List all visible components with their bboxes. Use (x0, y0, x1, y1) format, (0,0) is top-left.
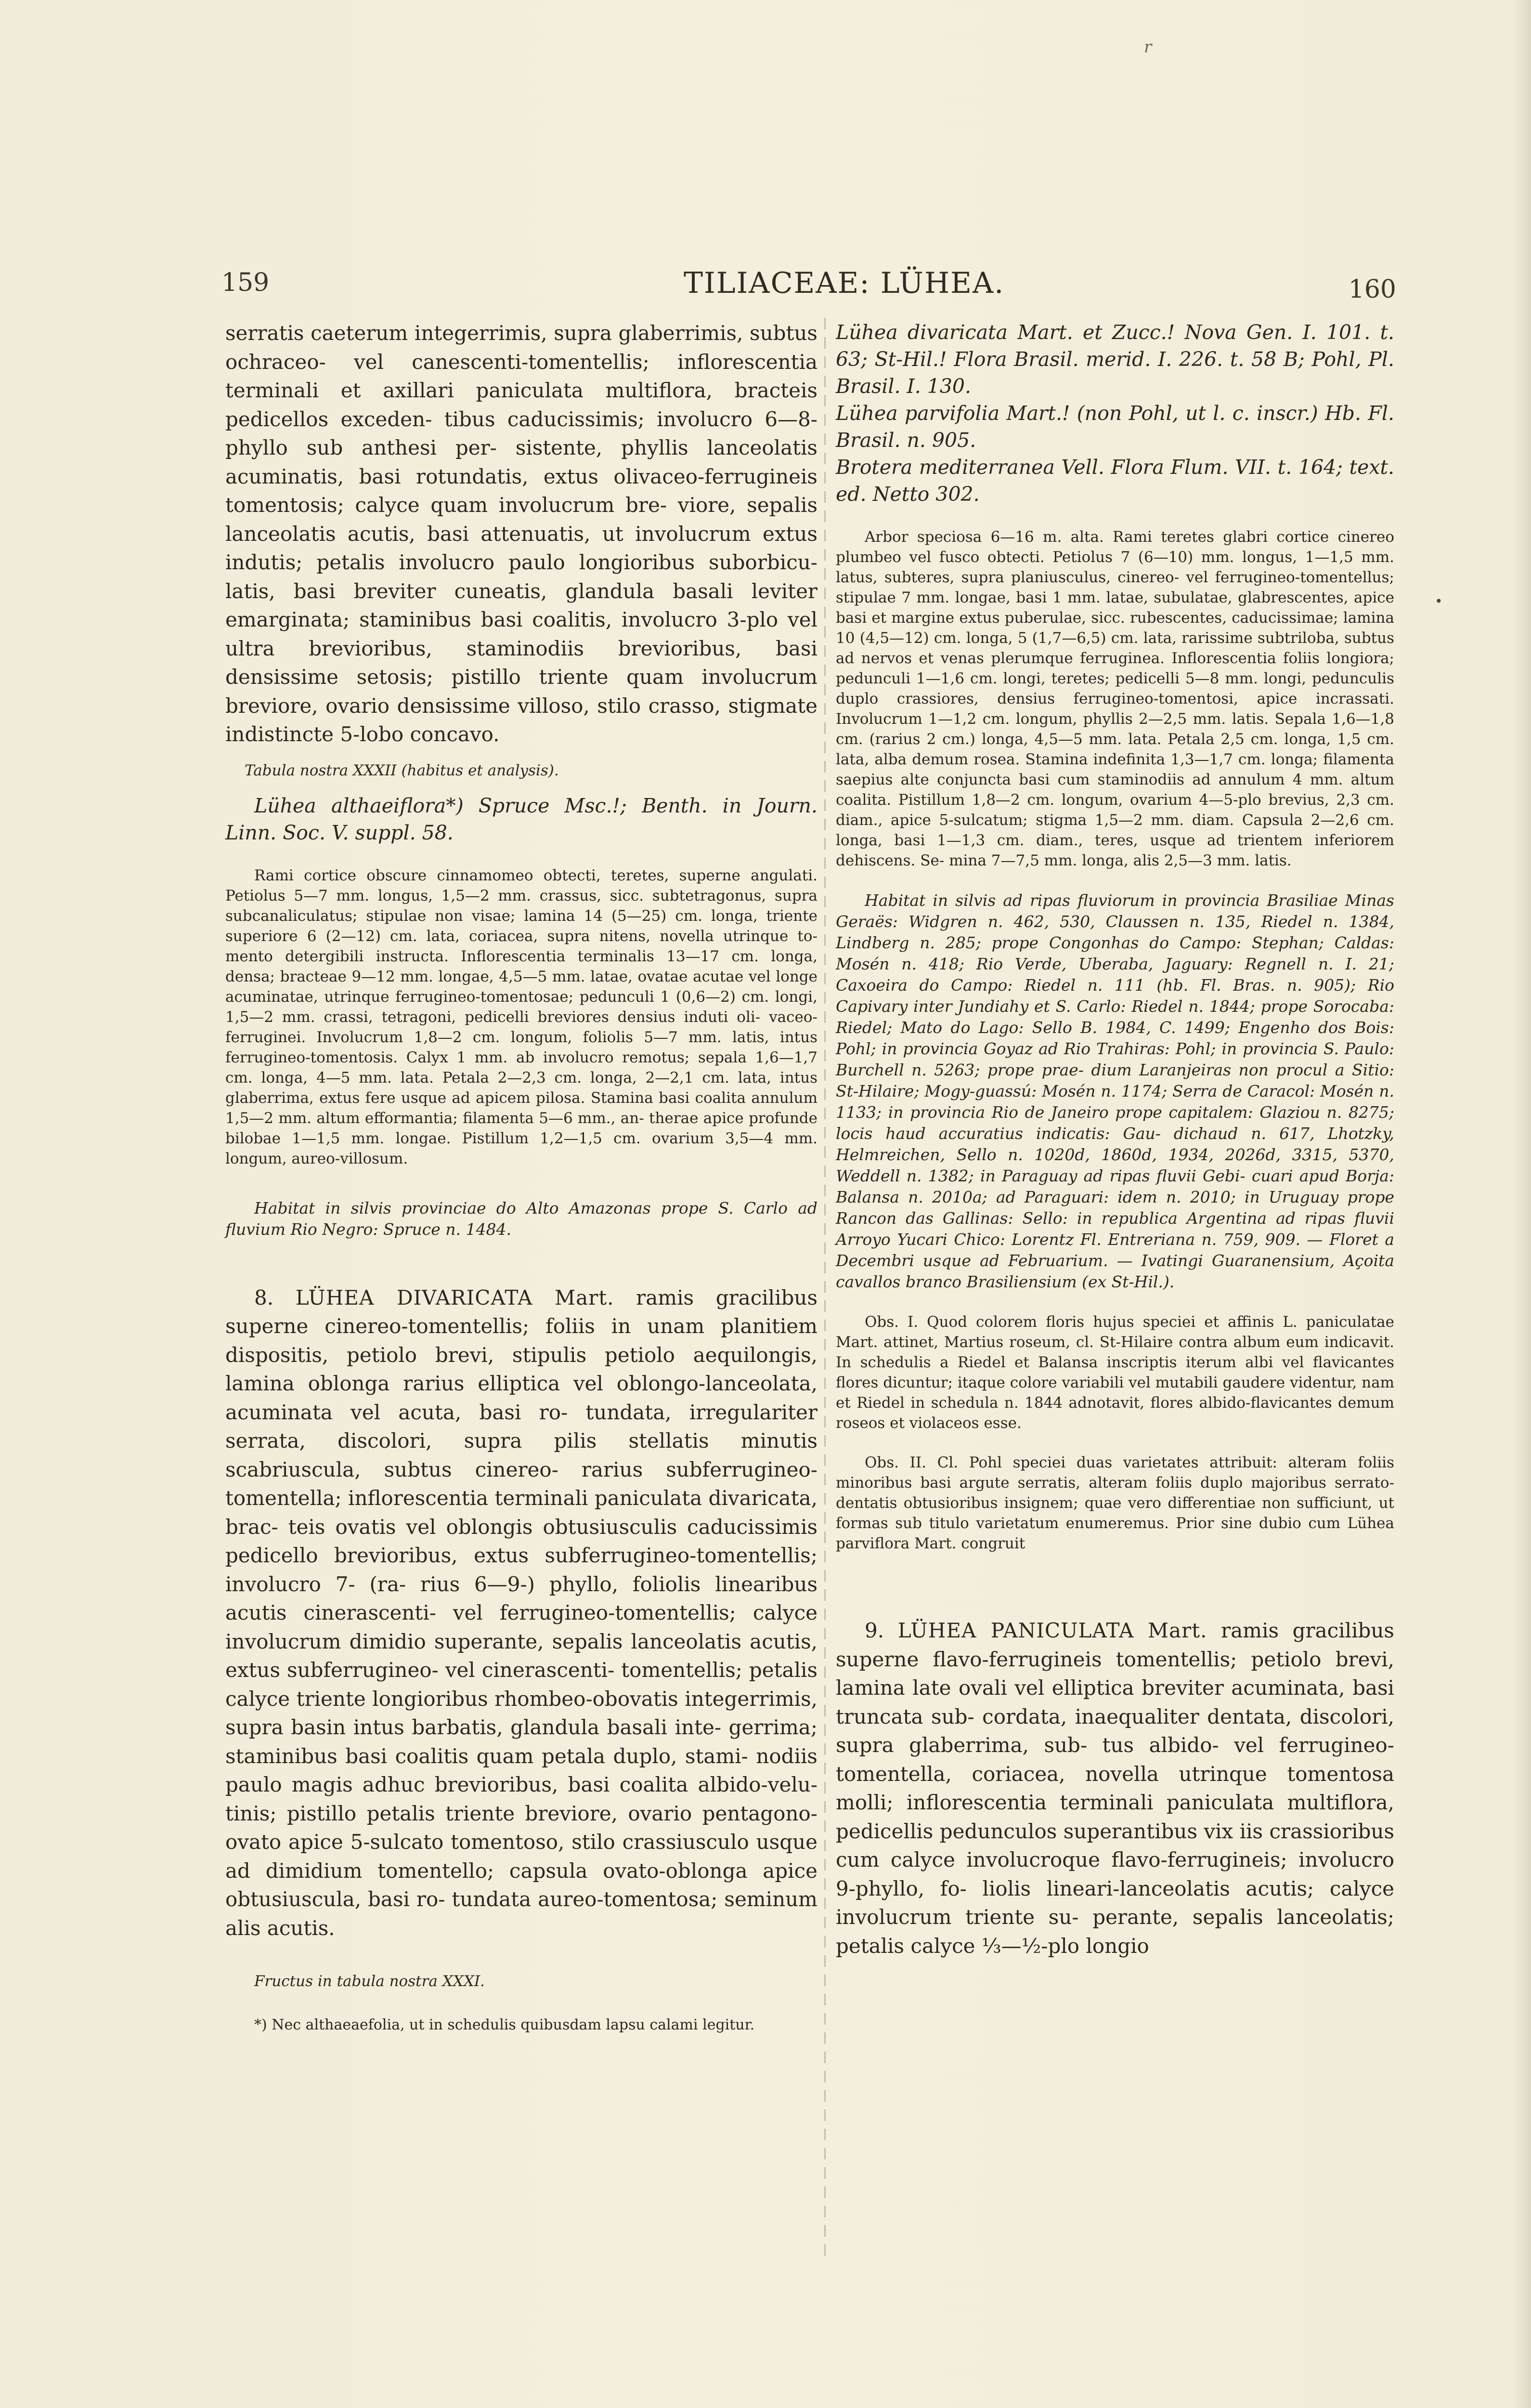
species-8-number: 8. (254, 1285, 274, 1309)
species-9-diagnosis: ramis gracilibus superne flavo-ferrugineis tomentellis; petiolo brevi, lamina late ovali vel elliptica breviter acuminata, basi truncata sub- cordata, inaequaliter dentata, discolori, supra glaberrima, sub- tus albido- vel ferrugineo-tomentella, coriacea, novella utrinque tomentosa molli; inflorescentia terminali paniculata multiflora, pedicellis pedunculos superantibus vix iis crassioribus cum calyce involucroque flavo-ferrugineis; involucro 9-phyllo, fo- liolis lineari-lanceolatis acutis; calyce involucrum triente su- perante, sepalis lanceolatis; petalis calyce ⅓—½-plo longio (836, 1619, 1394, 1958)
pencil-mark: r (1144, 38, 1152, 57)
description-continued: serratis caeterum integerrimis, supra glaberrimis, subtus ochraceo- vel canescenti-tomentellis; inflorescentia terminali et axillari paniculata multiflora, bracteis pedicellos exceden- tibus caducissimis; involucro 6—8-phyllo sub anthesi per- sistente, phyllis lanceolatis acuminatis, basi rotundatis, extus olivaceo-ferrugineis tomentosis; calyce quam involucrum bre- viore, sepalis lanceolatis acutis, basi attenuatis, ut involucrum extus indutis; petalis involucro paulo longioribus suborbicu- latis, basi breviter cuneatis, glandula basali leviter emarginata; staminibus basi coalitis, involucro 3-plo vel ultra brevioribus, staminodiis brevioribus, basi densissime setosis; pistillo triente quam involucrum breviore, ovario densissime villoso, stilo crasso, stigmate indistincte 5-lobo concavo. (225, 321, 817, 746)
synonym-2: Lühea parvifolia Mart.! (non Pohl, ut l. c. inscr.) Hb. Fl. Brasil. n. 905. (836, 402, 1394, 452)
page-edge-shadow (1512, 0, 1531, 2408)
species-8-author: Mart. (555, 1285, 614, 1309)
footnote: *) Nec althaeaefolia, ut in schedulis quibusdam lapsu calami legitur. (254, 2016, 755, 2033)
species-9-entry (836, 1616, 1394, 1960)
observation-2: Obs. II. Cl. Pohl speciei duas varietates attribuit: alteram foliis minoribus basi argute serratis, alteram foliis duplo majoribus serrato- dentatis obtusioribus insignem; quae vero differentiae non sufficiunt, ut formas sub titulo varietatum enumeremus. Prior sine dubio cum Lühea parviflora Mart. congruit (836, 1454, 1394, 1552)
habitat-list: Habitat in silvis ad ripas fluviorum in provincia Brasiliae Minas Geraës: Widgren n. 462, 530, Claussen n. 135, Riedel n. 1384, Lindberg n. 285; prope Congonhas do Campo: Stephan; Caldas: Mosén n. 418; Rio Verde, Uberaba, Jaguary: Regnell n. I. 21; Caxoeira do Campo: Riedel n. 111 (hb. Fl. Bras. n. 905); Rio Capivary inter Jundiahy et S. Carlo: Riedel n. 1844; prope Sorocaba: Riedel; Mato do Lago: Sello B. 1984, C. 1499; Engenho dos Bois: Pohl; in provincia Goyaz ad Rio Trahiras: Pohl; in provincia S. Paulo: Burchell n. 5263; prope prae- dium Laranjeiras non procul a Sitio: St-Hilaire; Mogy-guassú: Mosén n. 1174; Serra de Caracol: Mosén n. 1133; in provincia Rio de Janeiro prope capitalem: Glaziou n. 8275; locis haud accuratius indicatis: Gau- dichaud n. 617, Lhotzky, Helmreichen, Sello n. 1020d, 1860d, 1934, 2026d, 3315, 5370, Weddell n. 1382; in Paraguay ad ripas fluvii Gebi- cuari apud Borja: Balansa n. 2010a; ad Paraguari: idem n. 2010; in Uruguay prope Rancon das Gallinas: Sello: in republica Argentina ad ripas fluvii Arroyo Yucari Chico: Lorentz Fl. Entreriana n. 759, 909. — Floret a Decembri usque ad Februarium. — Ivatingi Guaranensium, Açoita cavallos branco Brasiliensium (ex St-Hil.). (836, 891, 1394, 1291)
running-title: TILIACEAE: LÜHEA. (684, 266, 1005, 300)
synonym-1: Lühea divaricata Mart. et Zucc.! Nova Gen. I. 101. t. 63; St-Hil.! Flora Brasil. merid. I. 226. t. 58 B; Pohl, Pl. Brasil. I. 130. (836, 321, 1394, 398)
page-number-left: 159 (221, 268, 270, 297)
plate-reference: Tabula nostra XXXII (habitus et analysis). (245, 761, 559, 779)
species-9-name: LÜHEA PANICULATA (897, 1619, 1134, 1642)
running-header (221, 262, 1396, 306)
species-8-entry (225, 1283, 817, 1943)
page-number-right: 160 (1348, 275, 1396, 304)
synonym-citation: Lühea althaeiflora*) Spruce Msc.!; Benth. in Journ. Linn. Soc. V. suppl. 58. (225, 794, 817, 844)
habitat-note: Habitat in silvis provinciae do Alto Amazonas prope S. Carlo ad fluvium Rio Negro: Spruce n. 1484. (225, 1198, 817, 1239)
detailed-description-right: Arbor speciosa 6—16 m. alta. Rami teretes glabri cortice cinereo plumbeo vel fusco obtecti. Petiolus 7 (6—10) mm. longus, 1—1,5 mm. latus, subteres, supra planiusculus, cinereo- vel ferrugineo-tomentellus; stipulae 7 mm. longae, basi 1 mm. latae, subulatae, glabrescentes, apice basi et margine extus puberulae, sicc. rubescentes, caducissimae; lamina 10 (4,5—12) cm. longa, 5 (1,7—6,5) cm. lata, rarissime subtriloba, subtus ad nervos et venas plerumque ferruginea. Inflorescentia foliis longiora; pedunculi 1—1,6 cm. longi, teretes; pedicelli 5—8 mm. longi, pedunculis duplo crassiores, densius ferrugineo-tomentosi, apice incrassati. Involucrum 1—1,2 cm. longum, phyllis 2—2,5 mm. latis. Sepala 1,6—1,8 cm. (rarius 2 cm.) longa, 4,5—5 mm. lata. Petala 2,5 cm. longa, 1,5 cm. lata, alba demum rosea. Stamina indefinita 1,3—1,7 cm. longa; filamenta saepius alte conjuncta basi cum staminodiis ad annulum 4 mm. altum coalita. Pistillum 1,8—2 cm. longum, ovarium 4—5-plo brevius, 2,3 cm. diam., apice 5-sulcatum; stigma 1,5—2 mm. diam. Capsula 2—2,6 cm. longa, basi 1—1,3 cm. diam., teres, usque ad trientem inferiorem dehiscens. Se- mina 7—7,5 mm. longa, alis 2,5—3 mm. latis. (836, 528, 1394, 869)
species-9-author: Mart. (1148, 1619, 1207, 1642)
synonym-3: Brotera mediterranea Vell. Flora Flum. VII. t. 164; text. ed. Netto 302. (836, 456, 1394, 506)
right-column (836, 319, 1394, 1960)
column-divider (824, 318, 826, 2259)
species-8-diagnosis: ramis gracilibus superne cinereo-tomentellis; foliis in unam planitiem dispositis, petiolo brevi, stipulis petiolo aequilongis, lamina oblonga rarius elliptica vel oblongo-lanceolata, acuminata vel acuta, basi ro- tundata, irregulariter serrata, discolori, supra pilis stellatis minutis scabriuscula, subtus cinereo- rarius subferrugineo- tomentella; inflorescentia terminali paniculata divaricata, brac- teis ovatis vel oblongis obtusiusculis caducissimis pedicello brevioribus, extus subferrugineo-tomentellis; involucro 7- (ra- rius 6—9-) phyllo, foliolis linearibus acutis cinerascenti- vel ferrugineo-tomentellis; calyce involucrum dimidio superante, sepalis lanceolatis acutis, extus subferrugineo- vel cinerascenti- tomentellis; petalis calyce triente longioribus rhombeo-obovatis integerrimis, supra basin intus barbatis, glandula basali inte- gerrima; staminibus basi coalitis quam petala duplo, stami- nodiis paulo magis adhuc brevioribus, basi coalita albido-velu- tinis; pistillo petalis triente breviore, ovario pentagono-ovato apice 5-sulcato tomentoso, stilo crassiusculo usque ad dimidium tomentello; capsula ovato-oblonga apice obtusiuscula, basi ro- tundata aureo-tomentosa; seminum alis acutis. (225, 1285, 818, 1940)
margin-mark: • (1435, 593, 1443, 609)
observation-1: Obs. I. Quod colorem floris hujus speciei et affinis L. paniculatae Mart. attinet, Martius roseum, cl. St-Hilaire contra album eum indicavit. In schedulis a Riedel et Balansa inscriptis iterum albi vel flavicantes flores dicuntur; itaque colore variabili vel mutabili gaudere videntur, nam et Riedel in schedula n. 1844 adnotavit, flores albido-flavicantes demum roseos et violaceos esse. (836, 1313, 1394, 1432)
species-8-name: LÜHEA DIVARICATA (295, 1285, 533, 1309)
species-9-number: 9. (865, 1619, 884, 1642)
left-column (225, 319, 817, 2035)
detailed-description: Rami cortice obscure cinnamomeo obtecti, teretes, superne angulati. Petiolus 5—7 mm. longus, 1,5—2 mm. crassus, sicc. subtetragonus, supra subcanaliculatus; stipulae non visae; lamina 14 (5—25) cm. longa, triente superiore 6 (2—12) cm. lata, coriacea, supra nitens, novella utrinque to- mento detergibili instructa. Inflorescentia terminalis 13—17 cm. longa, densa; bracteae 9—12 mm. longae, 4,5—5 mm. latae, ovatae acutae vel longe acuminatae, utrinque ferrugineo-tomentosae; pedunculi 1 (0,6—2) cm. longi, 1,5—2 mm. crassi, tetragoni, pedicelli breviores densius induti oli- vaceo-ferruginei. Involucrum 1,8—2 cm. longum, foliolis 5—7 mm. latis, intus ferrugineo-tomentosis. Calyx 1 mm. ab involucro remotus; sepala 1,6—1,7 cm. longa, 4—5 mm. lata. Petala 2—2,3 cm. longa, 2—2,1 cm. lata, intus glaberrima, extus fere usque ad apicem pilosa. Stamina basi coalita annulum 1,5—2 mm. altum efformantia; filamenta 5—6 mm., an- therae apice profunde bilobae 1—1,5 mm. longae. Pistillum 1,2—1,5 cm. ovarium 3,5—4 mm. longum, aureo-villosum. (225, 866, 817, 1167)
fruit-plate-reference: Fructus in tabula nostra XXXI. (254, 1973, 485, 1990)
